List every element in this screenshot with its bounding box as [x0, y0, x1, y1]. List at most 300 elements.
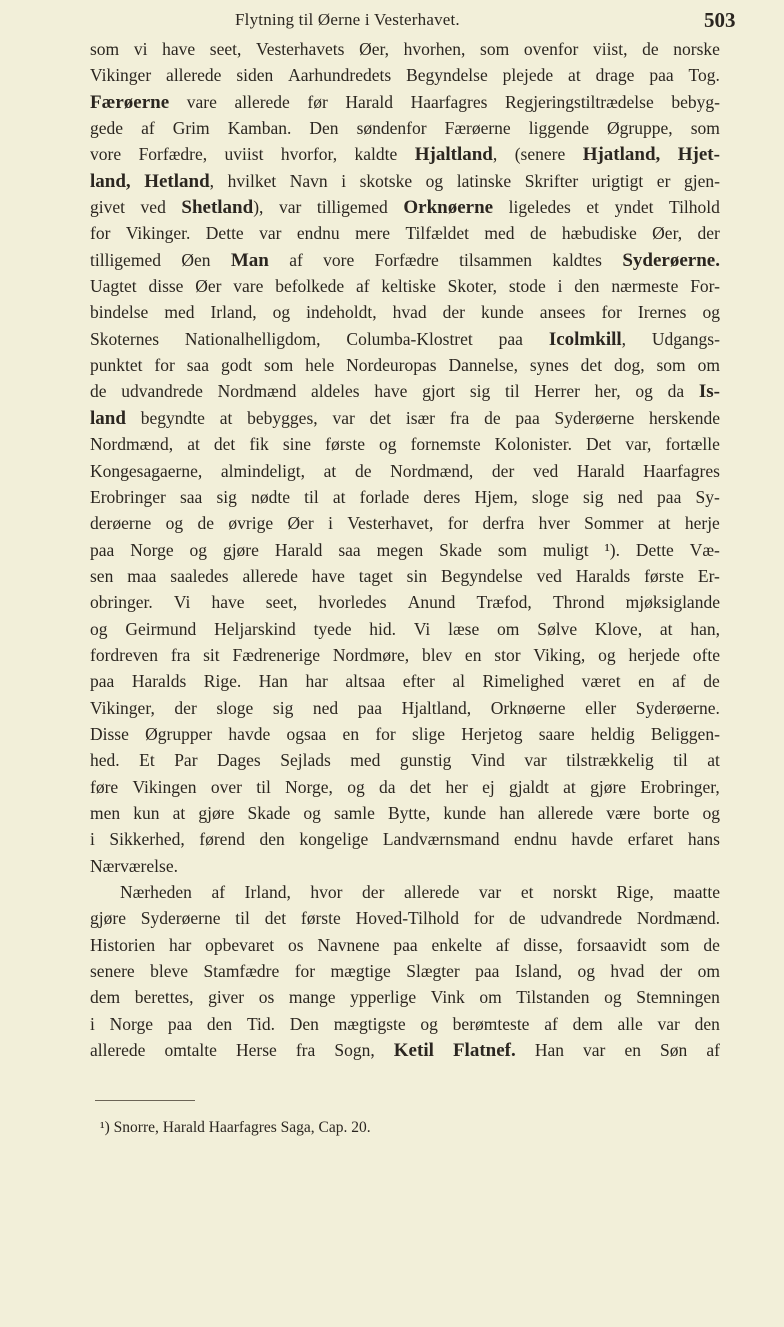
text: Tid. [246, 1013, 275, 1034]
word [134, 36, 148, 62]
text-line [90, 168, 720, 194]
word [494, 642, 520, 668]
word [216, 484, 236, 510]
text: punktet [90, 355, 143, 376]
word [90, 141, 121, 167]
word [168, 1011, 192, 1037]
word [90, 668, 114, 694]
text: Harald [345, 91, 394, 112]
word [264, 352, 293, 378]
text: været [581, 671, 621, 692]
word [422, 378, 455, 404]
text: Syderøerne. [635, 697, 720, 718]
text: ogsaa [286, 723, 327, 744]
word [303, 800, 321, 826]
text: kunde [481, 302, 524, 323]
text: Tilfældet [405, 223, 469, 244]
word [132, 774, 196, 800]
word [259, 668, 288, 694]
text: dog, [613, 355, 645, 376]
text: her, [594, 381, 621, 402]
text: ned [312, 697, 339, 718]
text: erfaret [627, 829, 674, 850]
text: Han [534, 1040, 564, 1061]
text-line [90, 405, 720, 431]
text: paa [393, 934, 418, 955]
word [174, 747, 197, 773]
word [568, 62, 581, 88]
text: Øer [287, 513, 314, 534]
word [285, 774, 333, 800]
word [535, 1037, 564, 1063]
page-number: 503 [704, 8, 736, 32]
word [521, 879, 534, 905]
text: til [235, 908, 250, 929]
word [586, 194, 599, 220]
word [328, 510, 333, 536]
emphasized-text: Hjaltland [414, 144, 493, 166]
text: han [499, 802, 525, 823]
word [482, 668, 564, 694]
text: var, [625, 434, 652, 455]
text: være [606, 802, 641, 823]
word [90, 958, 135, 984]
text: drage [595, 65, 635, 86]
text-line [90, 458, 720, 484]
word [197, 510, 214, 536]
text: Regjeringstiltrædelse [505, 91, 654, 112]
text: øvrige [228, 513, 274, 534]
word [699, 378, 720, 404]
text: Sogn, [334, 1040, 375, 1061]
text: en [342, 723, 360, 744]
word [583, 484, 603, 510]
word [90, 774, 118, 800]
word [571, 826, 613, 852]
text: opbevaret [205, 934, 275, 955]
text: vare [186, 91, 217, 112]
text: at [659, 618, 673, 639]
word [636, 984, 720, 1010]
text: kunde [443, 802, 487, 823]
word [611, 273, 678, 299]
word [515, 958, 562, 984]
word [400, 747, 452, 773]
text: Slægter [406, 961, 460, 982]
word [660, 616, 673, 642]
word [166, 510, 184, 536]
word [652, 326, 720, 352]
word [406, 62, 488, 88]
text: herskende [649, 407, 720, 428]
text-line [90, 853, 720, 879]
word [432, 932, 483, 958]
text: og [420, 1013, 438, 1034]
text: Færøerne [444, 118, 511, 139]
word [673, 36, 720, 62]
word [289, 247, 303, 273]
word [90, 695, 155, 721]
word [628, 642, 680, 668]
word [515, 405, 539, 431]
word [307, 89, 327, 115]
page-header [0, 8, 784, 38]
word [657, 352, 686, 378]
word [332, 405, 354, 431]
word [266, 589, 298, 615]
word [503, 62, 554, 88]
text-line [90, 616, 720, 642]
text: fra [170, 644, 191, 665]
word [624, 1037, 641, 1063]
text: Irland, [244, 882, 291, 902]
text: var [332, 407, 355, 428]
word [233, 273, 263, 299]
text: Dannelse, [448, 355, 518, 376]
word [411, 431, 481, 457]
word [170, 563, 228, 589]
text: ligeledes [508, 197, 571, 218]
word [443, 800, 486, 826]
text: af [356, 276, 370, 297]
word [90, 36, 119, 62]
text-line [90, 352, 720, 378]
text: Haarfagres [643, 460, 720, 481]
text: latinske [456, 170, 512, 191]
text: bindelse [90, 302, 149, 323]
word [404, 36, 466, 62]
word [375, 721, 395, 747]
text: Væ- [689, 539, 720, 560]
emphasized-text: Ketil [393, 1040, 434, 1062]
text: Disse [90, 723, 129, 744]
text-line [90, 378, 720, 404]
word [110, 1011, 153, 1037]
word [275, 537, 323, 563]
word [90, 510, 151, 536]
word [461, 721, 522, 747]
text: fordreven [90, 644, 159, 665]
word [426, 168, 444, 194]
word [459, 247, 532, 273]
word [275, 273, 344, 299]
text: Begyndelse [441, 565, 523, 586]
text: Bytte, [387, 802, 431, 823]
word [411, 89, 488, 115]
word [690, 616, 720, 642]
word [529, 115, 589, 141]
emphasized-text: Hjatland, [582, 144, 661, 166]
word [505, 89, 654, 115]
text: sig [583, 486, 604, 507]
text: Erobringer [90, 486, 166, 507]
word [249, 431, 268, 457]
word [355, 141, 398, 167]
word [356, 905, 459, 931]
text: første [325, 434, 365, 455]
word [702, 299, 720, 325]
text: gjøre [590, 776, 627, 797]
text: Skade [439, 539, 482, 560]
text: gjøre [198, 802, 235, 823]
text: det [213, 434, 236, 455]
word [174, 695, 196, 721]
word [482, 774, 495, 800]
word [374, 378, 407, 404]
text: seet, [265, 592, 298, 613]
word [604, 984, 622, 1010]
text: saare [538, 723, 575, 744]
word [405, 220, 469, 246]
word [120, 879, 192, 905]
text: viist, [592, 39, 628, 59]
word [422, 642, 452, 668]
text: og [347, 776, 365, 797]
word [295, 958, 315, 984]
word [90, 247, 161, 273]
text: Træfod, [476, 592, 532, 613]
word [492, 458, 514, 484]
text: der [362, 882, 385, 902]
text: mægtige [330, 961, 391, 982]
text: havde [571, 829, 614, 850]
text: Erobringer, [640, 776, 720, 797]
text: hæbudiske [561, 223, 637, 244]
text: tyede [313, 618, 352, 639]
word [636, 537, 674, 563]
word [532, 484, 569, 510]
word [453, 1037, 516, 1063]
word [698, 220, 720, 246]
word [549, 326, 626, 352]
text-line [90, 89, 720, 115]
word [544, 1011, 558, 1037]
word [212, 589, 245, 615]
text: og [598, 644, 616, 665]
text: de [354, 460, 372, 481]
word [496, 932, 510, 958]
word [537, 616, 577, 642]
word [388, 800, 430, 826]
text: Forfædre [374, 249, 439, 270]
word [583, 1037, 605, 1063]
emphasized-text: Flatnef. [452, 1040, 516, 1062]
text-line [90, 774, 720, 800]
text: med [350, 750, 381, 771]
text: Fædrenerige [232, 644, 320, 665]
text: allerede [166, 65, 222, 86]
word [690, 273, 720, 299]
text: men [90, 802, 121, 823]
text-line [90, 510, 720, 536]
word [317, 932, 379, 958]
word [693, 642, 720, 668]
word [660, 958, 682, 984]
text: Sommer [584, 513, 644, 534]
text: hvorledes [318, 592, 387, 613]
word [573, 1011, 603, 1037]
text: plejede [502, 65, 554, 86]
word [90, 194, 125, 220]
text: sloge [216, 697, 254, 718]
text: af [544, 1013, 558, 1034]
text: Vink [430, 987, 465, 1008]
word [685, 510, 720, 536]
text: var [524, 750, 547, 771]
text: Nærheden [120, 882, 192, 902]
text-line [90, 668, 720, 694]
word [448, 616, 479, 642]
text: berømteste [452, 1013, 530, 1034]
word [448, 352, 518, 378]
text: Den [309, 118, 339, 139]
text: Rimelighed [482, 671, 565, 692]
text: hans [687, 829, 720, 850]
text: har [168, 934, 192, 955]
text: Er- [697, 565, 720, 586]
text: megen [376, 539, 424, 560]
word [498, 537, 527, 563]
word [533, 642, 585, 668]
text: almindeligt, [220, 460, 305, 481]
text: var [278, 197, 302, 218]
word [691, 115, 720, 141]
word [288, 932, 304, 958]
text: søndenfor [356, 118, 427, 139]
text: , [209, 170, 215, 191]
text: som [660, 934, 690, 955]
text: Søn [660, 1040, 688, 1061]
word [206, 220, 244, 246]
word [652, 220, 682, 246]
word [658, 510, 671, 536]
word [618, 484, 643, 510]
text: som [480, 39, 510, 59]
word [441, 563, 523, 589]
text: slige [411, 723, 446, 744]
word [290, 168, 328, 194]
word [236, 62, 273, 88]
word [626, 589, 720, 615]
text: samle [334, 802, 375, 823]
word [453, 1011, 530, 1037]
text: altsaa [345, 671, 386, 692]
word [355, 458, 372, 484]
word [678, 141, 720, 167]
word [530, 352, 569, 378]
text: kun [133, 802, 160, 823]
text: at [707, 750, 720, 771]
word [90, 168, 131, 194]
word [145, 721, 212, 747]
word [223, 537, 259, 563]
word [696, 484, 720, 510]
word [555, 405, 635, 431]
text: Øen [181, 249, 211, 270]
text: forlade [359, 486, 410, 507]
text: Norge [130, 539, 174, 560]
text: fra [295, 1040, 316, 1061]
word [216, 695, 253, 721]
text: de [90, 381, 107, 402]
text: ej [482, 776, 495, 797]
text: ansees [539, 302, 586, 323]
word [530, 220, 547, 246]
word [187, 431, 200, 457]
word [605, 537, 620, 563]
text: aldeles [311, 381, 360, 402]
text: Nordmænd [217, 381, 297, 402]
text: Hjem, [474, 486, 518, 507]
text: paa [90, 671, 115, 692]
text: sen [90, 565, 114, 586]
text: Stemningen [636, 987, 720, 1008]
word [452, 668, 465, 694]
text: som [264, 355, 294, 376]
word [357, 115, 427, 141]
word [90, 616, 108, 642]
text: i [90, 829, 95, 850]
word [90, 932, 155, 958]
text: Øer, [359, 39, 390, 59]
word [90, 826, 95, 852]
word [273, 695, 293, 721]
word [90, 378, 107, 404]
text: med [484, 223, 515, 244]
word [410, 774, 431, 800]
text: her [445, 776, 468, 797]
word [347, 510, 433, 536]
word [431, 984, 465, 1010]
emphasized-text: land [90, 407, 126, 429]
text: for [375, 723, 396, 744]
word [260, 826, 285, 852]
text: alle [617, 1013, 643, 1034]
word [450, 405, 469, 431]
word [509, 774, 549, 800]
word [636, 695, 720, 721]
text: i [557, 276, 563, 297]
word [684, 168, 720, 194]
word [574, 273, 599, 299]
word [558, 273, 563, 299]
word [643, 458, 720, 484]
text: nærmeste [611, 276, 679, 297]
word [377, 537, 424, 563]
text: at [172, 802, 186, 823]
word [334, 1037, 374, 1063]
text: Haralds [131, 671, 187, 692]
word [672, 668, 686, 694]
word [509, 905, 526, 931]
word [484, 220, 514, 246]
word [210, 36, 242, 62]
text: senere [90, 961, 135, 982]
text: mange [288, 987, 336, 1008]
footnote-divider [95, 1100, 195, 1101]
word [187, 352, 209, 378]
word [562, 220, 637, 246]
word [90, 326, 159, 352]
text: ned [617, 486, 643, 507]
word [190, 537, 208, 563]
text: dem [572, 1013, 603, 1034]
text: det [409, 776, 432, 797]
emphasized-text: Syderøerne. [622, 249, 720, 271]
word [448, 273, 497, 299]
word [499, 800, 524, 826]
text: hvor [310, 882, 343, 902]
